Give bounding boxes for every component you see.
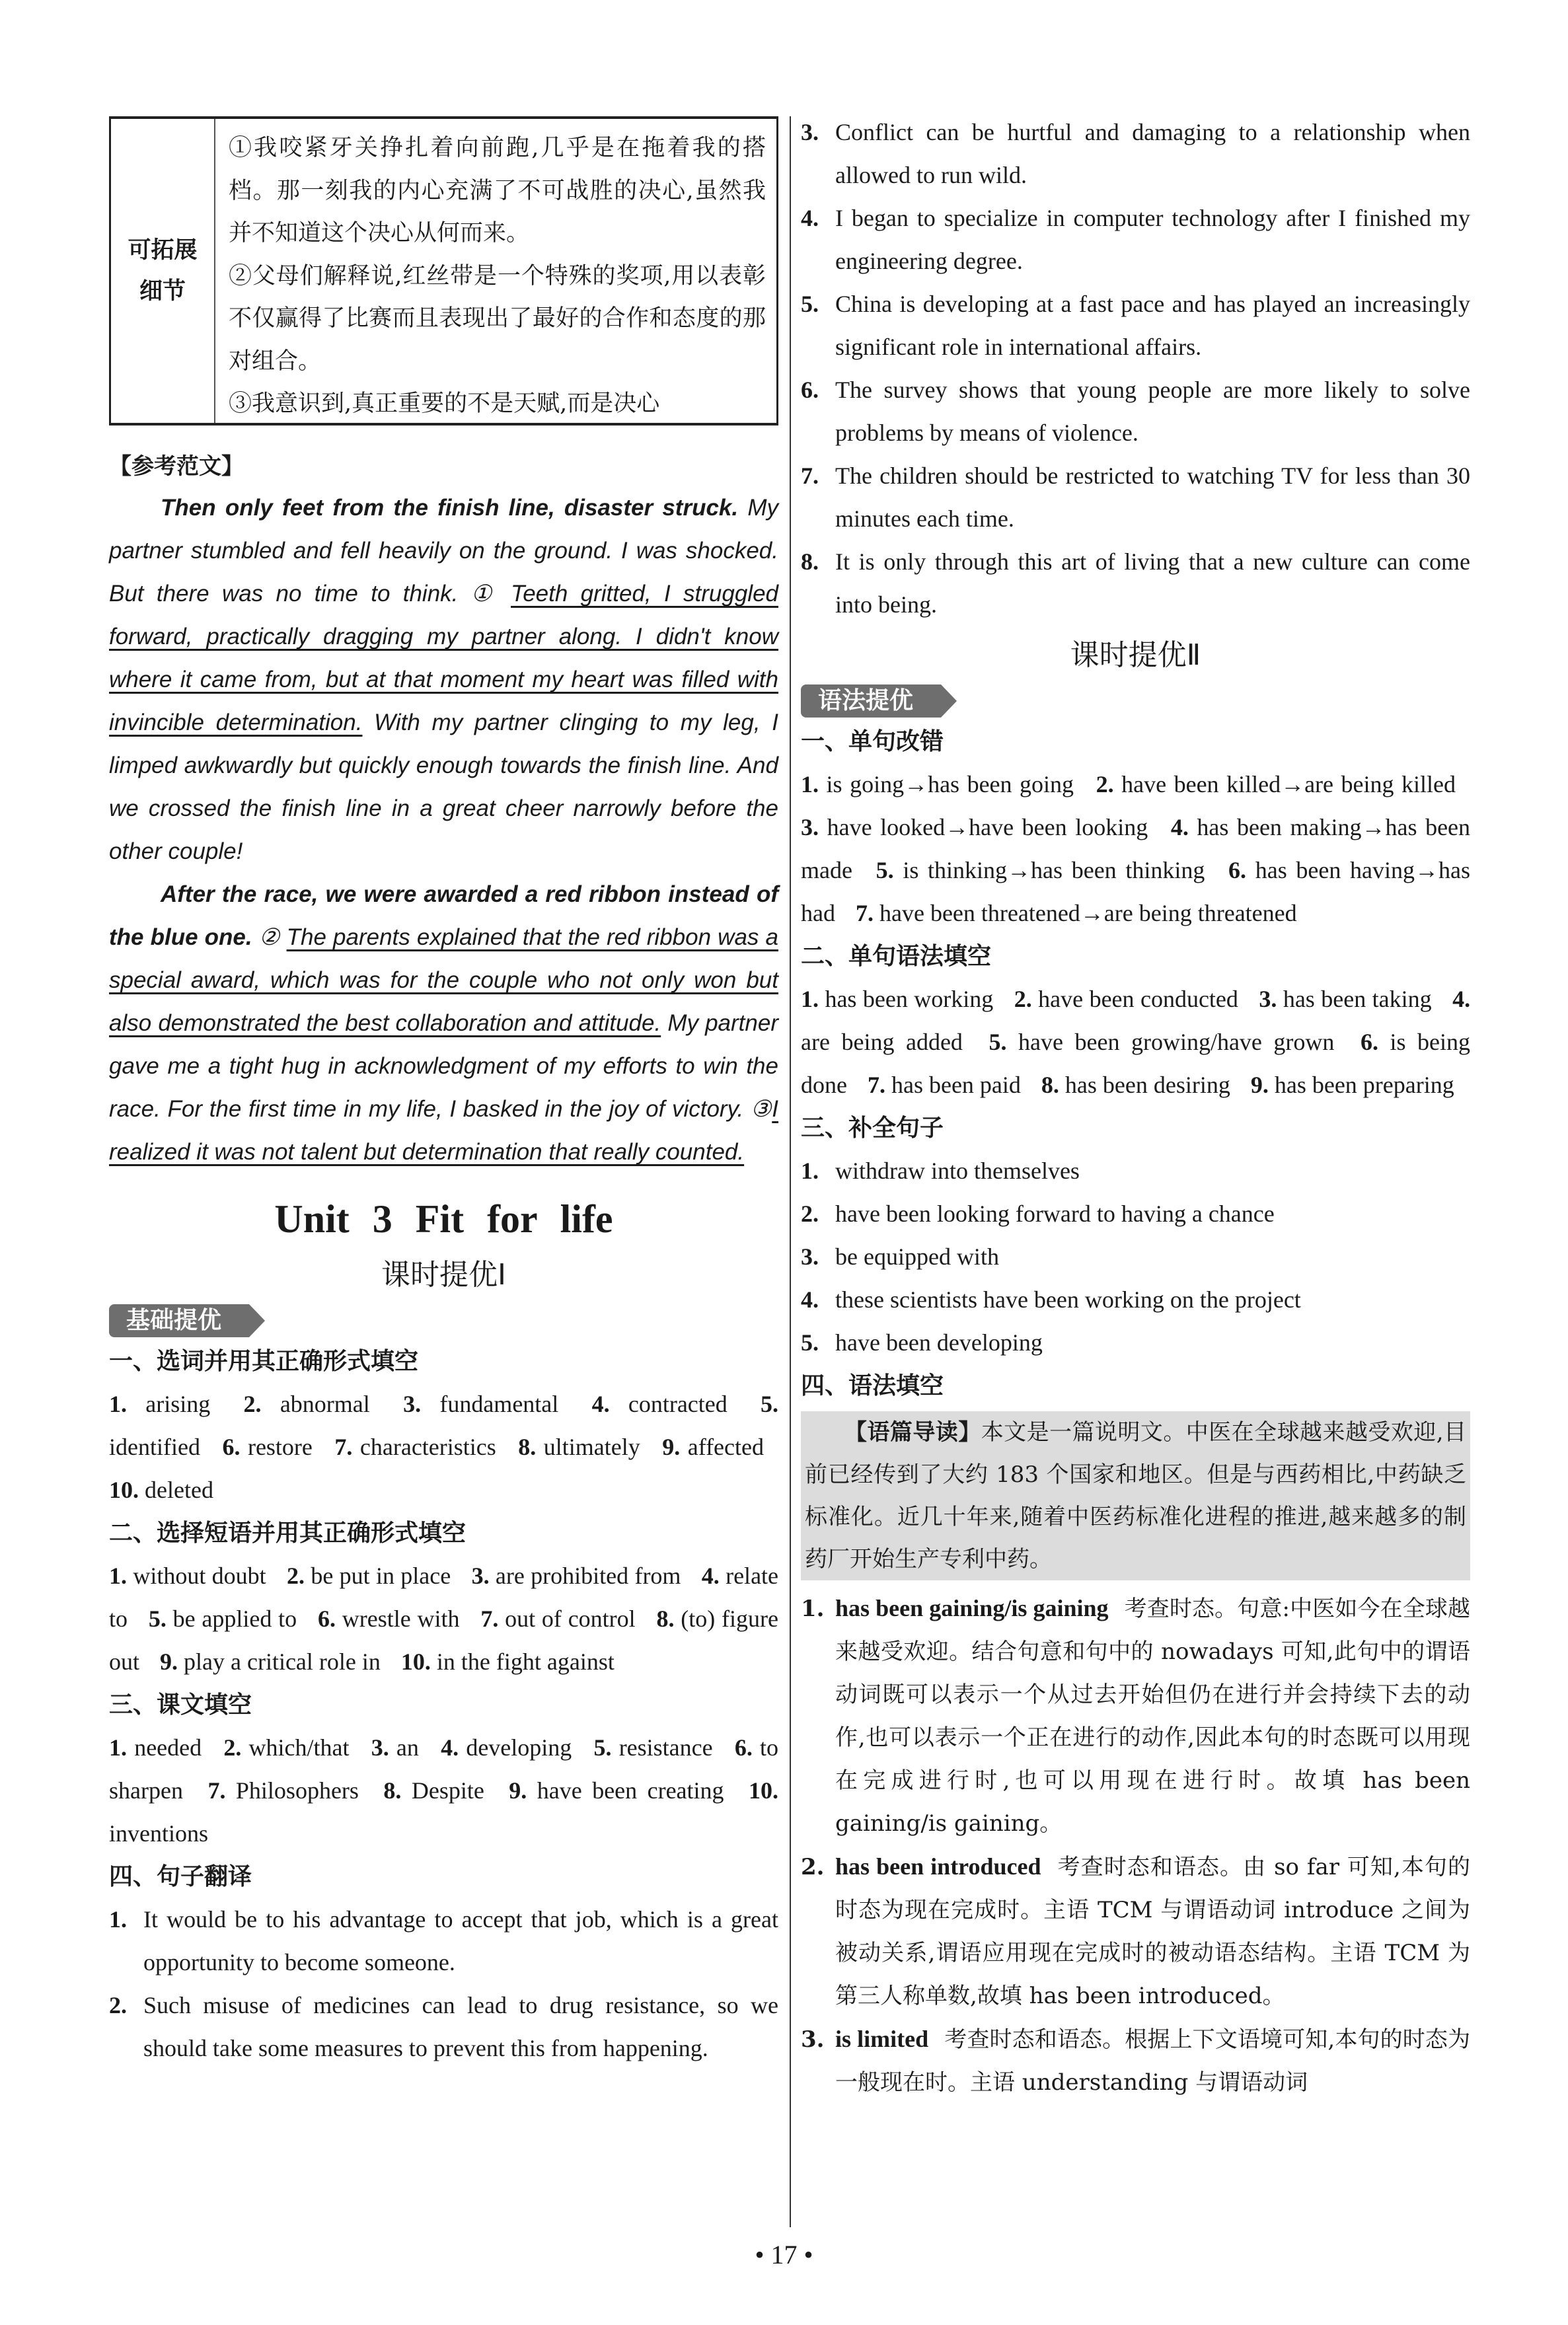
item-number: 6. — [1360, 1029, 1378, 1055]
list-item — [801, 540, 1470, 626]
answer-item — [318, 1605, 460, 1632]
item-answer: have been killed→are being killed — [1121, 771, 1456, 797]
answer-item — [1259, 986, 1431, 1012]
item-number: 9. — [160, 1648, 178, 1675]
essay-text: ② — [252, 924, 287, 950]
item-number: 1. — [801, 1158, 819, 1184]
underlined-sentence: I realized it was not talent but determination that really counted. — [109, 1096, 778, 1165]
item-number: 1. — [801, 771, 819, 797]
item-answer: have been growing/have grown — [1018, 1029, 1335, 1055]
list-item — [801, 197, 1470, 283]
item-number: 4. — [801, 1286, 819, 1313]
item-number: 6. — [734, 1734, 753, 1761]
item-number: 7. — [334, 1434, 353, 1460]
item-answer: is thinking→has been thinking — [903, 857, 1205, 883]
section-title: 二、单句语法填空 — [801, 943, 992, 970]
essay-text: With my partner clinging to my leg, I limped awkwardly but quickly enough towards the finish line. And we crossed the finish line in a great cheer narrowly before the other couple! — [109, 710, 778, 864]
item-number: 8. — [801, 548, 819, 575]
item-text: The children should be restricted to watching TV for less than 30 minutes each time. — [835, 462, 1470, 532]
item-answer: play a critical role in — [184, 1648, 381, 1675]
answer-explanation — [801, 1587, 1470, 1845]
item-number: 9. — [509, 1777, 527, 1804]
item-text: It would be to his advantage to accept that job, which is a great opportunity to become someone. — [143, 1906, 778, 1975]
section-title: 一、单句改错 — [801, 728, 944, 755]
item-answer: ultimately — [543, 1434, 640, 1460]
answer-explanation — [801, 1845, 1470, 2018]
item-number: 1. — [801, 1596, 825, 1622]
item-answer: affected — [687, 1434, 764, 1460]
item-text: have been developing — [835, 1329, 1043, 1356]
page-number: • 17 • — [755, 2240, 813, 2270]
item-number: 2. — [1096, 771, 1114, 797]
item-answer: in the fight against — [436, 1648, 615, 1675]
item-answer: inventions — [109, 1820, 208, 1847]
answer-item — [518, 1434, 640, 1460]
item-number: 7. — [855, 900, 874, 926]
item-answer: has been preparing — [1274, 1072, 1454, 1098]
item-number: 2. — [223, 1734, 242, 1761]
item-text: The survey shows that young people are more likely to solve problems by means of violence. — [835, 377, 1470, 446]
section-banner: 基础提优 — [109, 1304, 249, 1337]
detail-item: ③我意识到,真正重要的不是天赋,而是决心 — [229, 390, 660, 417]
item-number: 5. — [148, 1605, 167, 1632]
item-answer: is being done — [801, 1029, 1471, 1098]
answer-item — [441, 1734, 572, 1761]
explanation-text: 考查时态和语态。根据上下文语境可知,本句的时态为一般现在时。主语 understanding 与谓语动词 — [835, 2026, 1470, 2096]
list-item — [109, 1984, 778, 2070]
guide-text: 本文是一篇说明文。中医在全球越来越受欢迎,目前已经传到了大约 183 个国家和地区。但是与西药相比,中药缺乏标准化。近几十年来,随着中医药标准化进程的推进,越来越多的制药厂开始生产专利中药。 — [805, 1419, 1467, 1572]
answer-line — [801, 763, 1470, 935]
explanation-text: 考查时态和语态。由 so far 可知,本句的时态为现在完成时。主语 TCM 与谓语动词 introduce 之间为被动关系,谓语应用现在完成时的被动语态结构。主语 TCM 为第三人称单数,故填 has been introduced。 — [835, 1854, 1470, 2009]
essay-paragraph — [109, 486, 778, 873]
underlined-sentence: The parents explained that the red ribbon was a special award, which was for the couple who not only won but also demonstrated the best collaboration and attitude. — [109, 924, 778, 1036]
item-number: 4. — [591, 1391, 610, 1417]
lesson-title: 课时提优Ⅰ — [381, 1258, 506, 1292]
section-title: 一、选词并用其正确形式填空 — [109, 1348, 419, 1375]
item-number: 5. — [801, 291, 819, 317]
item-number: 5. — [761, 1391, 779, 1417]
item-text: China is developing at a fast pace and has played an increasingly significant role in international affairs. — [835, 291, 1470, 360]
item-number: 6. — [801, 377, 819, 403]
item-number: 3. — [801, 2026, 825, 2053]
grammar-sections — [801, 720, 1470, 1107]
item-number: 2. — [801, 1200, 819, 1227]
item-answer: resistance — [618, 1734, 713, 1761]
item-number: 1. — [109, 1734, 127, 1761]
section-title: 二、选择短语并用其正确形式填空 — [109, 1520, 467, 1547]
grammar-answers — [801, 1587, 1470, 2104]
item-number: 8. — [383, 1777, 402, 1804]
item-answer: without doubt — [133, 1563, 266, 1589]
item-answer: an — [396, 1734, 419, 1761]
item-answer: has been desiring — [1064, 1072, 1230, 1098]
item-answer: wrestle with — [342, 1605, 460, 1632]
item-answer: be put in place — [311, 1563, 451, 1589]
item-answer: are prohibited from — [495, 1563, 681, 1589]
answer-item — [371, 1734, 419, 1761]
list-item — [109, 1898, 778, 1984]
answer-line — [109, 1383, 778, 1512]
answer-line — [109, 1726, 778, 1855]
item-answer: are being added — [801, 1029, 963, 1055]
item-number: 9. — [662, 1434, 681, 1460]
item-number: 5. — [989, 1029, 1007, 1055]
answer-item — [1014, 986, 1238, 1012]
passage-guide — [801, 1411, 1470, 1580]
answer-item — [160, 1648, 381, 1675]
item-answer: be applied to — [172, 1605, 297, 1632]
item-number: 3. — [801, 119, 819, 145]
answer-item — [480, 1605, 635, 1632]
answer-item — [801, 986, 993, 1012]
topic-sentence: After the race, we were awarded a red ribbon instead of the blue one. — [109, 881, 778, 950]
answer-item — [592, 1391, 728, 1417]
item-answer: which/that — [248, 1734, 350, 1761]
item-answer: out of control — [505, 1605, 636, 1632]
item-number: 4. — [701, 1563, 720, 1589]
item-text: I began to specialize in computer technology after I finished my engineering degree. — [835, 205, 1470, 274]
item-number: 8. — [656, 1605, 675, 1632]
answer-item — [662, 1434, 764, 1460]
answer-line — [109, 1555, 778, 1683]
item-number: 2. — [109, 1992, 127, 2018]
section-title: 四、句子翻译 — [109, 1863, 252, 1890]
table-label: 可拓展细节 — [111, 119, 215, 423]
answer-item — [149, 1605, 297, 1632]
answer-item — [989, 1029, 1334, 1055]
item-number: 7. — [480, 1605, 499, 1632]
item-number: 4. — [1170, 814, 1189, 840]
item-text: have been looking forward to having a chance — [835, 1200, 1275, 1227]
item-answer: have been threatened→are being threatened — [879, 900, 1297, 926]
column-divider — [790, 116, 791, 2227]
section-banner: 语法提优 — [801, 684, 941, 718]
item-number: 7. — [207, 1777, 226, 1804]
item-number: 7. — [867, 1072, 885, 1098]
item-answer: have been conducted — [1038, 986, 1238, 1012]
detail-table — [109, 116, 778, 425]
list-item — [801, 1236, 1470, 1278]
item-answer: Philosophers — [235, 1777, 359, 1804]
answer-item — [109, 1391, 210, 1417]
answer-item — [109, 1477, 213, 1503]
unit-title: Unit 3 Fit for life — [274, 1197, 613, 1241]
item-number: 5. — [876, 857, 894, 883]
item-number: 2. — [243, 1391, 262, 1417]
complete-list — [801, 1150, 1470, 1364]
item-number: 2. — [287, 1563, 305, 1589]
list-item — [801, 369, 1470, 455]
item-answer: Despite — [411, 1777, 484, 1804]
answer-explanation — [801, 2018, 1470, 2104]
answer-item — [509, 1777, 724, 1804]
answer-item — [223, 1734, 349, 1761]
item-number: 6. — [222, 1434, 241, 1460]
answer-sections — [109, 1340, 778, 1855]
answer-item — [109, 1563, 266, 1589]
answer-item — [593, 1734, 712, 1761]
answer-item — [383, 1777, 484, 1804]
item-text: Such misuse of medicines can lead to drug resistance, so we should take some measures to prevent this from happening. — [143, 1992, 778, 2061]
item-number: 7. — [801, 462, 819, 489]
item-answer: to sharpen — [109, 1734, 779, 1804]
item-answer: has been paid — [891, 1072, 1021, 1098]
reference-title: 【参考范文】 — [109, 453, 244, 480]
item-text: It is only through this art of living that a new culture can come into being. — [835, 548, 1470, 618]
list-item — [801, 455, 1470, 540]
item-answer: characteristics — [359, 1434, 496, 1460]
item-number: 4. — [801, 205, 819, 231]
item-answer: has been making→has been made — [801, 814, 1471, 883]
item-answer: has been having→has had — [801, 857, 1471, 926]
sentence-list — [801, 111, 1470, 626]
table-body — [215, 119, 776, 423]
item-answer: abnormal — [280, 1391, 370, 1417]
item-number: 3. — [403, 1391, 422, 1417]
item-number: 10. — [109, 1477, 139, 1503]
answer-key: has been gaining/is gaining — [835, 1595, 1109, 1621]
item-answer: arising — [145, 1391, 211, 1417]
answer-item — [222, 1434, 312, 1460]
answer-item — [1096, 771, 1456, 797]
guide-label: 【语篇导读】 — [844, 1419, 981, 1446]
answer-item — [207, 1777, 358, 1804]
answer-key: is limited — [835, 2026, 929, 2052]
item-answer: needed — [134, 1734, 202, 1761]
answer-line — [801, 978, 1470, 1107]
answer-item — [801, 771, 1074, 797]
item-number: 3. — [801, 1243, 819, 1270]
item-number: 6. — [1228, 857, 1247, 883]
item-number: 5. — [801, 1329, 819, 1356]
list-item — [801, 283, 1470, 369]
item-text: be equipped with — [835, 1243, 999, 1270]
explanation-text: 考查时态。句意:中医如今在全球越来越受欢迎。结合句意和句中的 nowadays 可知,此句中的谓语动词既可以表示一个从过去开始但仍在进行并会持续下去的动作,也可以表示一个正在进行的动作,因此本句的时态既可以用现在完成进行时,也可以用现在进行时。故填 has been gaining/is gaining。 — [835, 1596, 1470, 1837]
lesson-title: 课时提优Ⅱ — [1070, 638, 1201, 672]
item-answer: relate to — [109, 1563, 779, 1632]
translation-list — [109, 1898, 778, 2070]
item-number: 4. — [441, 1734, 459, 1761]
list-item — [801, 1278, 1470, 1321]
answer-item — [472, 1563, 681, 1589]
item-number: 3. — [801, 814, 819, 840]
section-title: 三、补全句子 — [801, 1115, 944, 1142]
item-number: 5. — [593, 1734, 612, 1761]
answer-item — [801, 814, 1148, 840]
item-number: 4. — [1452, 986, 1471, 1012]
right-column — [801, 111, 1470, 2104]
item-number: 1. — [109, 1906, 127, 1933]
item-text: withdraw into themselves — [835, 1158, 1080, 1184]
item-text: these scientists have been working on the project — [835, 1286, 1301, 1313]
item-answer: fundamental — [439, 1391, 559, 1417]
item-number: 3. — [1259, 986, 1277, 1012]
item-number: 9. — [1250, 1072, 1269, 1098]
topic-sentence: Then only feet from the finish line, disaster struck. — [161, 495, 739, 521]
item-number: 3. — [471, 1563, 490, 1589]
item-number: 10. — [400, 1648, 431, 1675]
underlined-sentence: Teeth gritted, I struggled forward, practically dragging my partner along. I didn't know where it came from, but at that moment my heart was filled with invincible determination. — [109, 581, 778, 735]
item-text: Conflict can be hurtful and damaging to a relationship when allowed to run wild. — [835, 119, 1470, 188]
item-number: 2. — [801, 1854, 825, 1880]
item-answer: have looked→have been looking — [827, 814, 1148, 840]
model-essay — [109, 486, 778, 1173]
list-item — [801, 1150, 1470, 1193]
item-answer: has been working — [825, 986, 994, 1012]
item-number: 8. — [518, 1434, 537, 1460]
item-number: 6. — [317, 1605, 336, 1632]
answer-key: has been introduced — [835, 1853, 1041, 1880]
answer-item — [334, 1434, 496, 1460]
essay-text: My partner gave me a tight hug in acknowledgment of my efforts to win the race. For the first time in my life, I basked in the joy of victory. ③ — [109, 1010, 778, 1122]
item-answer: has been taking — [1283, 986, 1432, 1012]
section-title: 三、课文填空 — [109, 1691, 252, 1718]
answer-item — [403, 1391, 558, 1417]
item-number: 10. — [749, 1777, 779, 1804]
item-answer: deleted — [145, 1477, 213, 1503]
answer-item — [109, 1734, 202, 1761]
item-number: 2. — [1014, 986, 1032, 1012]
item-answer: (to) figure out — [109, 1605, 778, 1675]
list-item — [801, 111, 1470, 197]
item-number: 3. — [371, 1734, 389, 1761]
item-answer: identified — [109, 1434, 200, 1460]
answer-item — [401, 1648, 615, 1675]
item-number: 1. — [109, 1391, 127, 1417]
answer-item — [287, 1563, 451, 1589]
item-answer: have been creating — [537, 1777, 724, 1804]
item-answer: restore — [247, 1434, 313, 1460]
essay-text: My partner stumbled and fell heavily on the ground. I was shocked. But there was no time to think. ① — [109, 495, 778, 607]
item-answer: developing — [466, 1734, 572, 1761]
answer-item — [856, 900, 1297, 926]
item-answer: contracted — [628, 1391, 728, 1417]
item-number: 1. — [109, 1563, 127, 1589]
answer-item — [1041, 1072, 1230, 1098]
essay-paragraph — [109, 873, 778, 1173]
answer-item — [868, 1072, 1021, 1098]
list-item — [801, 1193, 1470, 1236]
item-answer: is going→has been going — [826, 771, 1074, 797]
list-item — [801, 1321, 1470, 1364]
detail-item: ①我咬紧牙关挣扎着向前跑,几乎是在拖着我的搭档。那一刻我的内心充满了不可战胜的决心,虽然我并不知道这个决心从何而来。 — [229, 135, 766, 246]
section-title: 四、语法填空 — [801, 1372, 944, 1399]
item-number: 8. — [1041, 1072, 1059, 1098]
answer-item — [1251, 1072, 1454, 1098]
left-column — [109, 116, 778, 2070]
item-number: 1. — [801, 986, 819, 1012]
answer-item — [876, 857, 1205, 883]
answer-item — [244, 1391, 370, 1417]
detail-item: ②父母们解释说,红丝带是一个特殊的奖项,用以表彰不仅赢得了比赛而且表现出了最好的合作和态度的那对组合。 — [229, 262, 766, 375]
